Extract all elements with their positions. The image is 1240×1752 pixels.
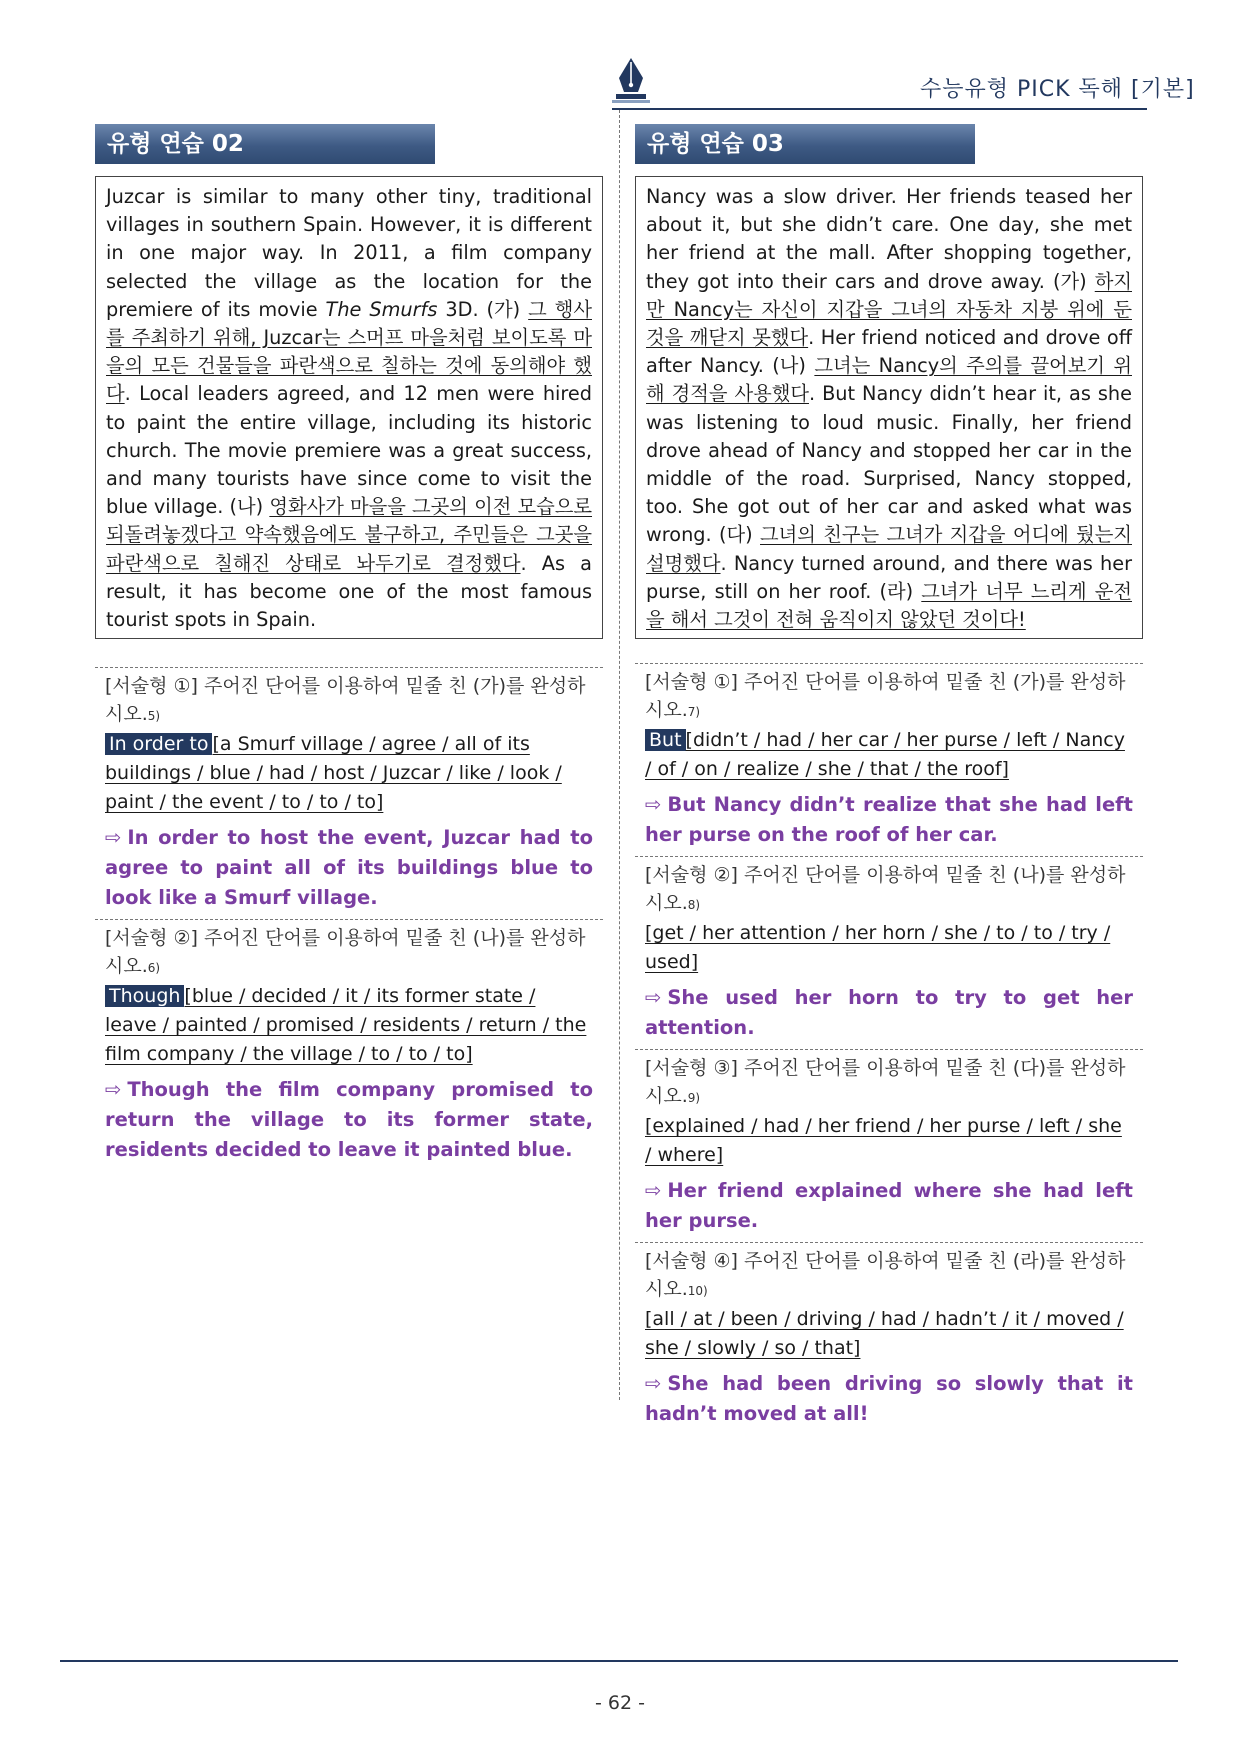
- answer: ⇨ Her friend explained where she had left her purse.: [645, 1179, 1133, 1233]
- passage-03: Nancy was a slow driver. Her friends teased her about it, but she didn’t care. One day, she met her friend at the mall. After shopping together, they got into their cars and drove away. (가) 하지만 Nancy는 자신이 지갑을 그녀의 자동차 지붕 위에 둔 것을 깨닫지 못했다. Her friend noticed and drove off after Nancy. (나) 그녀는 Nancy의 주의를 끌어보기 위해 경적을 사용했다. But Nancy didn’t hear it, as she was listening to loud music. Finally, her friend drove ahead of Nancy and stopped her car in the middle of the road. Surprised, Nancy stopped, too. She got out of her car and asked what was wrong. (다) 그녀의 친구는 그녀가 지갑을 어디에 뒀는지 설명했다. Nancy turned around, and there was her purse, still on her roof. (라) 그녀가 너무 느리게 운전을 해서 그것이 전혀 움직이지 않았던 것이다!: [635, 176, 1143, 639]
- answer: ⇨ But Nancy didn’t realize that she had left her purse on the roof of her car.: [645, 793, 1133, 847]
- movie-title: The Smurfs: [325, 297, 438, 321]
- arrow-icon: ⇨: [105, 1078, 122, 1102]
- arrow-icon: ⇨: [645, 1372, 662, 1396]
- question-03-1: [서술형 ①] 주어진 단어를 이용하여 밑줄 친 (가)를 완성하시오.7) But [didn’t / had / her car / her purse / left / Nancy / of / on / realize / she / that / the roof] ⇨ But Nancy didn’t realize that she had left her purse on the roof of her car.: [635, 663, 1143, 856]
- underlined-da: 그녀의 친구는 그녀가 지갑을 어디에 뒀는지 설명했다: [646, 523, 1132, 575]
- left-column: [95, 124, 603, 1171]
- answer: ⇨ She had been driving so slowly that it hadn’t moved at all!: [645, 1372, 1133, 1426]
- arrow-icon: ⇨: [645, 1179, 662, 1203]
- question-02-1: [서술형 ①] 주어진 단어를 이용하여 밑줄 친 (가)를 완성하시오.5) In order to [a Smurf village / agree / all of its buildings / blue / had / host / Juzcar / like / look / paint / the event / to / to / to] ⇨ In order to host the event, Juzcar had to agree to paint all of its buildings blue to look like a Smurf village.: [95, 667, 603, 919]
- word-bank: But [didn’t / had / her car / her purse / left / Nancy / of / on / realize / she / that / the roof]: [645, 729, 1125, 781]
- sentence-lead: In order to: [105, 733, 212, 755]
- footer-rule: [60, 1660, 1178, 1662]
- word-bank: [get / her attention / her horn / she / to / to / try / used]: [645, 922, 1111, 974]
- pen-nib-logo-icon: [612, 56, 650, 108]
- arrow-icon: ⇨: [645, 986, 662, 1010]
- page-number: - 62 -: [595, 1692, 645, 1714]
- underlined-na: 영화사가 마을을 그곳의 이전 모습으로 되돌려놓겠다고 약속했음에도 불구하고, 주민들은 그곳을 파란색으로 칠해진 상태로 놔두기로 결정했다: [106, 495, 593, 575]
- answer: ⇨ Though the film company promised to return the village to its former state, residents decided to leave it painted blue.: [105, 1078, 593, 1162]
- word-bank: [all / at / been / driving / had / hadn’t / it / moved / she / slowly / so / that]: [645, 1308, 1124, 1360]
- question-02-2: [서술형 ②] 주어진 단어를 이용하여 밑줄 친 (나)를 완성하시오.6) Though [blue / decided / it / its former state / leave / painted / promised / residents / return / the film company / the village / to / to / to] ⇨ Though the film company promised to return the village to its former state, residents decided to leave it painted blue.: [95, 919, 603, 1171]
- word-bank: Though [blue / decided / it / its former state / leave / painted / promised / residents / return / the film company / the village / to / to / to]: [105, 985, 587, 1066]
- underlined-ka: 하지만 Nancy는 자신이 지갑을 그녀의 자동차 지붕 위에 둔 것을 깨닫지 못했다: [646, 269, 1132, 350]
- passage-02: Juzcar is similar to many other tiny, traditional villages in southern Spain. However, it is different in one major way. In 2011, a film company selected the village as the location for the premiere of its movie The Smurfs 3D. (가) 그 행사를 주최하기 위해, Juzcar는 스머프 마을처럼 보이도록 마을의 모든 건물들을 파란색으로 칠하는 것에 동의해야 했다. Local leaders agreed, and 12 men were hired to paint the entire village, including its historic church. The movie premiere was a great success, and many tourists have since come to visit the blue village. (나) 영화사가 마을을 그곳의 이전 모습으로 되돌려놓겠다고 약속했음에도 불구하고, 주민들은 그곳을 파란색으로 칠해진 상태로 놔두기로 결정했다. As a result, it has become one of the most famous tourist spots in Spain.: [95, 176, 603, 639]
- sentence-lead: But: [645, 729, 686, 751]
- answer: ⇨ She used her horn to try to get her attention.: [645, 986, 1133, 1040]
- column-divider: [619, 110, 620, 1400]
- header-rule: [612, 108, 1147, 110]
- arrow-icon: ⇨: [645, 793, 662, 817]
- answer: ⇨ In order to host the event, Juzcar had to agree to paint all of its buildings blue to look like a Smurf village.: [105, 826, 593, 910]
- sentence-lead: Though: [105, 985, 184, 1007]
- question-03-3: [서술형 ③] 주어진 단어를 이용하여 밑줄 친 (다)를 완성하시오.9) [explained / had / her friend / her purse / left / she / where] ⇨ Her friend explained where she had left her purse.: [635, 1049, 1143, 1242]
- question-03-4: [서술형 ④] 주어진 단어를 이용하여 밑줄 친 (라)를 완성하시오.10) [all / at / been / driving / had / hadn’t / it / moved / she / slowly / so / that] ⇨ She had been driving so slowly that it hadn’t moved at all!: [635, 1242, 1143, 1435]
- underlined-na: 그녀는 Nancy의 주의를 끌어보기 위해 경적을 사용했다: [646, 354, 1132, 406]
- arrow-icon: ⇨: [105, 826, 122, 850]
- underlined-ra: 그녀가 너무 느리게 운전을 해서 그것이 전혀 움직이지 않았던 것이다!: [646, 579, 1132, 632]
- section-title-02: 유형 연습 02: [95, 124, 435, 164]
- question-03-2: [서술형 ②] 주어진 단어를 이용하여 밑줄 친 (나)를 완성하시오.8) [get / her attention / her horn / she / to / to / try / used] ⇨ She used her horn to try to get her attention.: [635, 856, 1143, 1049]
- right-column: [635, 124, 1143, 1435]
- underlined-ka: 그 행사를 주최하기 위해, Juzcar는 스머프 마을처럼 보이도록 마을의 모든 건물들을 파란색으로 칠하는 것에 동의해야 했다: [106, 297, 592, 406]
- book-title: 수능유형 PICK 독해 [기본]: [920, 77, 1195, 102]
- section-title-03: 유형 연습 03: [635, 124, 975, 164]
- word-bank: In order to [a Smurf village / agree / all of its buildings / blue / had / host / Juzcar / like / look / paint / the event / to / to / to]: [105, 733, 562, 814]
- word-bank: [explained / had / her friend / her purse / left / she / where]: [645, 1115, 1122, 1167]
